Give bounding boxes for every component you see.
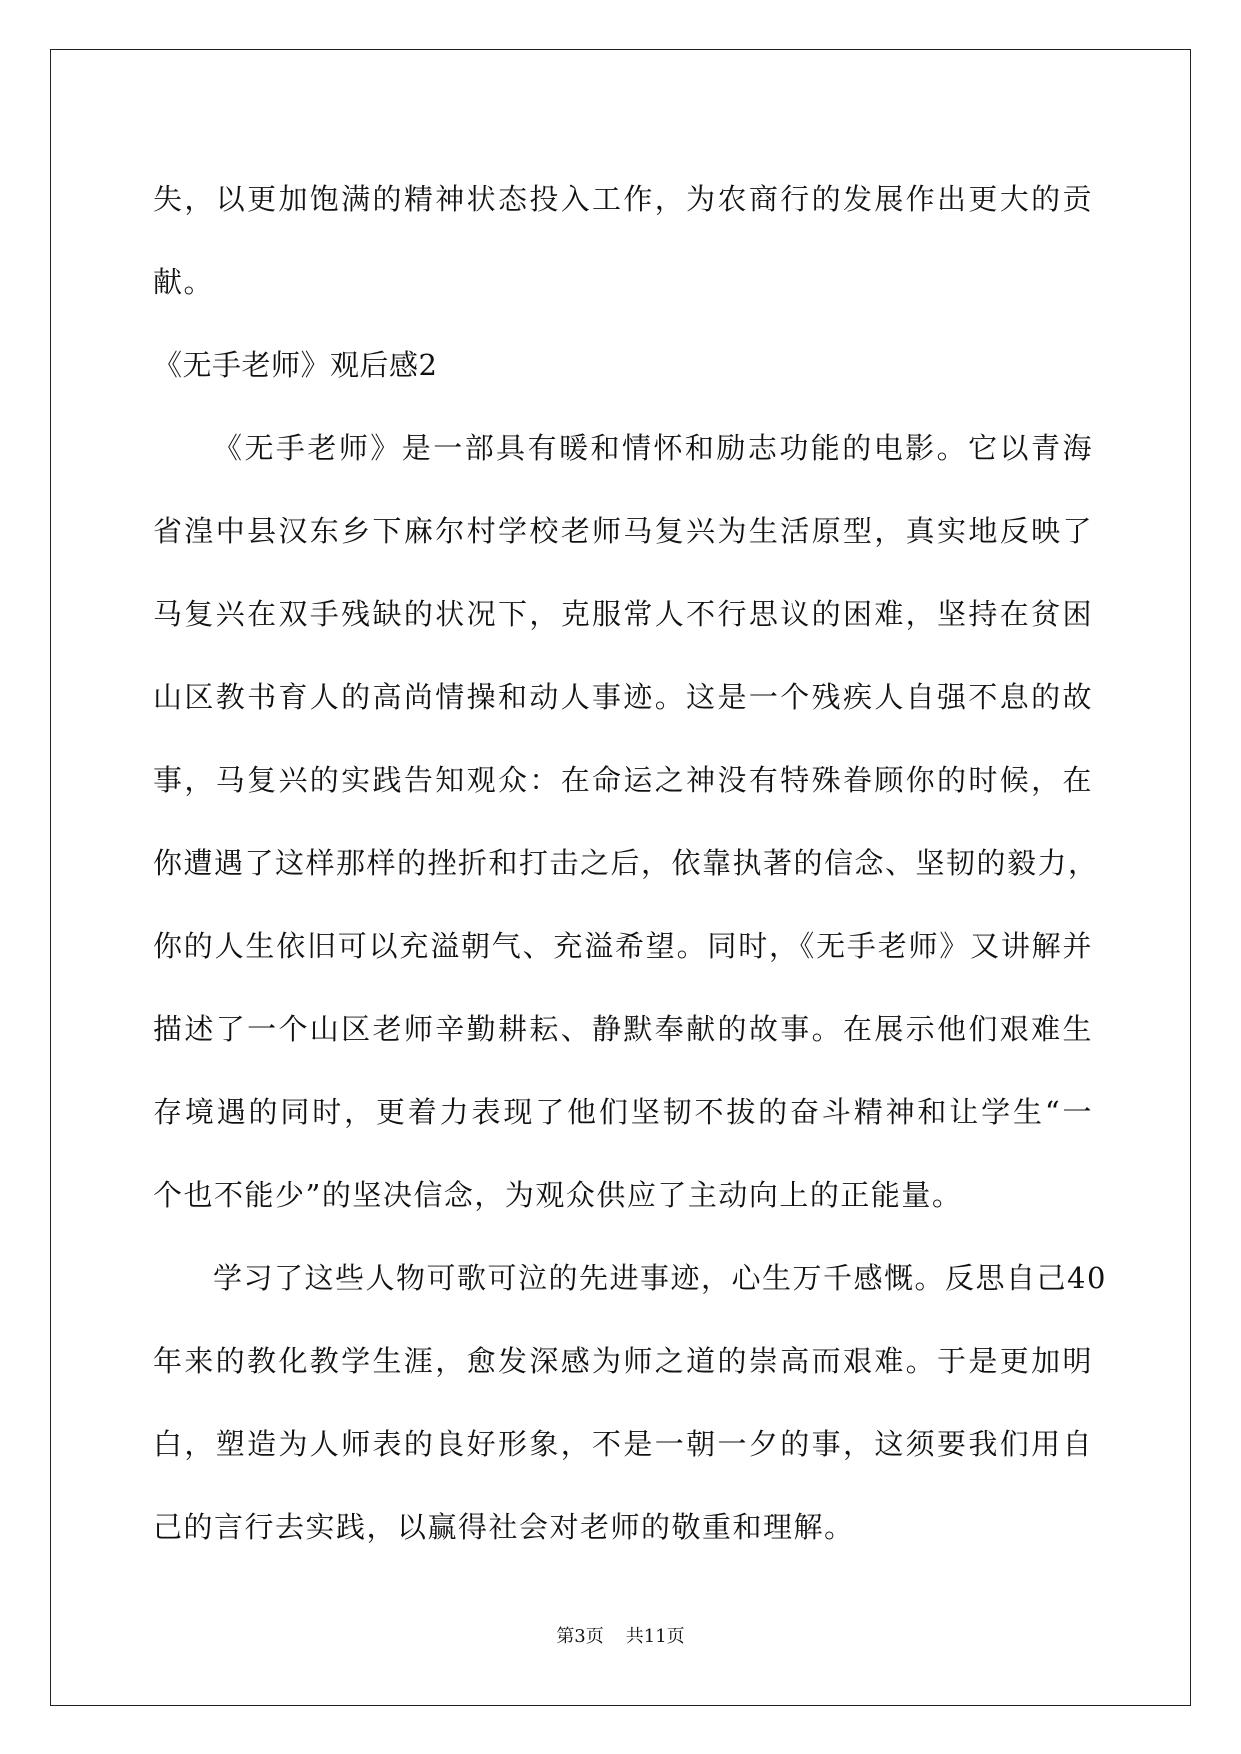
paragraph-first-line: 《无手老师》是一部具有暖和情怀和励志功能的电影。它以青海 (213, 431, 1093, 465)
body-line: 献。 (153, 265, 215, 299)
body-line: 描述了一个山区老师辛勤耕耘、静默奉献的故事。在展示他们艰难生 (153, 1012, 1093, 1046)
document-body (153, 158, 1107, 1569)
body-line: 失，以更加饱满的精神状态投入工作，为农商行的发展作出更大的贡 (153, 182, 1093, 216)
body-line: 己的言行去实践，以赢得社会对老师的敬重和理解。 (153, 1510, 855, 1544)
body-line: 山区教书育人的高尚情操和动人事迹。这是一个残疾人自强不息的故 (153, 680, 1093, 714)
page-footer (0, 1625, 1241, 1649)
section-heading: 《无手老师》观后感2 (153, 348, 438, 382)
paragraph-first-line: 学习了这些人物可歌可泣的先进事迹，心生万千感慨。反思自己40 (213, 1261, 1107, 1295)
body-line: 你遭遇了这样那样的挫折和打击之后，依靠执著的信念、坚韧的毅力， (153, 846, 1099, 880)
page-total: 共11页 (625, 1626, 685, 1647)
body-line: 存境遇的同时，更着力表现了他们坚韧不拔的奋斗精神和让学生“一 (153, 1095, 1093, 1129)
body-line: 马复兴在双手残缺的状况下，克服常人不行思议的困难，坚持在贫困 (153, 597, 1093, 631)
body-line: 你的人生依旧可以充溢朝气、充溢希望。同时，《无手老师》又讲解并 (153, 929, 1093, 963)
body-line: 事，马复兴的实践告知观众：在命运之神没有特殊眷顾你的时候，在 (153, 763, 1093, 797)
body-line: 年来的教化教学生涯，愈发深感为师之道的崇高而艰难。于是更加明 (153, 1344, 1093, 1378)
body-line: 白，塑造为人师表的良好形象，不是一朝一夕的事，这须要我们用自 (153, 1427, 1093, 1461)
body-line: 个也不能少”的坚决信念，为观众供应了主动向上的正能量。 (153, 1178, 963, 1212)
page-number: 第3页 (556, 1626, 604, 1647)
body-line: 省湟中县汉东乡下麻尔村学校老师马复兴为生活原型，真实地反映了 (153, 514, 1093, 548)
